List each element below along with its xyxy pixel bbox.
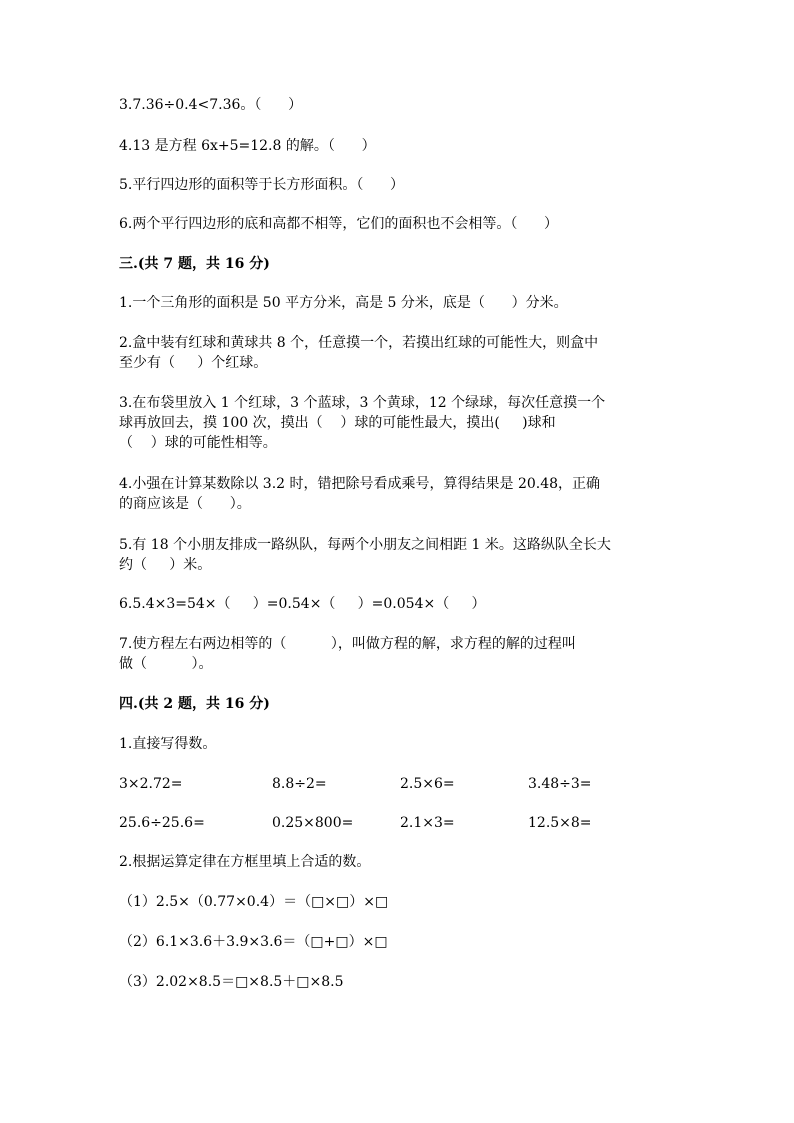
judge-item-5: 5.平行四边形的面积等于长方形面积。（ ）	[119, 177, 405, 193]
fill-item-3-line-2: 球再放回去，摸 100 次，摸出（ ）球的可能性最大，摸出( )球和	[119, 415, 556, 431]
fill-item-2-line-1: 2.盒中装有红球和黄球共 8 个，任意摸一个，若摸出红球的可能性大，则盒中	[119, 335, 599, 351]
judge-item-4: 4.13 是方程 6x+5=12.8 的解。（ ）	[119, 138, 376, 154]
fill-item-5-line-1: 5.有 18 个小朋友排成一路纵队，每两个小朋友之间相距 1 米。这路纵队全长大	[119, 537, 611, 553]
law-item-1: （1）2.5×（0.77×0.4）＝（□×□）×□	[119, 894, 389, 910]
fill-item-6-line-1: 6.5.4×3=54×（ ）=0.54×（ ）=0.054×（ ）	[119, 596, 486, 612]
calc-expression: 25.6÷25.6=	[119, 815, 205, 831]
calc-expression: 0.25×800=	[272, 815, 354, 831]
calc-row	[119, 813, 679, 833]
fill-item-1-line-1: 1.一个三角形的面积是 50 平方分米，高是 5 分米，底是（ ）分米。	[119, 295, 568, 311]
calc-expression: 8.8÷2=	[272, 776, 327, 792]
calc-expression: 12.5×8=	[528, 815, 592, 831]
section-3-heading: 三.(共 7 题，共 16 分)	[119, 256, 270, 272]
law-item-3: （3）2.02×8.5＝□×8.5＋□×8.5	[119, 974, 344, 990]
calc-expression: 2.1×3=	[400, 815, 455, 831]
calc-row	[119, 774, 679, 794]
calc-expression: 3.48÷3=	[528, 776, 592, 792]
fill-item-7-line-1: 7.使方程左右两边相等的（ ），叫做方程的解，求方程的解的过程叫	[119, 636, 576, 652]
fill-item-3-line-3: （ ）球的可能性相等。	[119, 435, 277, 451]
fill-item-5-line-2: 约（ ）米。	[119, 557, 212, 573]
calc-expression: 2.5×6=	[400, 776, 455, 792]
fill-item-7-line-2: 做（ ）。	[119, 656, 213, 672]
fill-item-2-line-2: 至少有（ ）个红球。	[119, 355, 268, 371]
law-question-title: 2.根据运算定律在方框里填上合适的数。	[119, 854, 371, 870]
fill-item-4-line-1: 4.小强在计算某数除以 3.2 时，错把除号看成乘号，算得结果是 20.48，正确	[119, 476, 601, 492]
law-item-2: （2）6.1×3.6＋3.9×3.6＝（□+□）×□	[119, 934, 388, 950]
fill-item-3-line-1: 3.在布袋里放入 1 个红球，3 个蓝球，3 个黄球，12 个绿球，每次任意摸一个	[119, 395, 606, 411]
judge-item-6: 6.两个平行四边形的底和高都不相等，它们的面积也不会相等。（ ）	[119, 216, 559, 232]
judge-item-3: 3.7.36÷0.4<7.36。（ ）	[119, 97, 303, 113]
calc-question-title: 1.直接写得数。	[119, 736, 217, 752]
fill-item-4-line-2: 的商应该是（ ）。	[119, 496, 251, 512]
calc-expression: 3×2.72=	[119, 776, 183, 792]
section-4-heading: 四.(共 2 题，共 16 分)	[119, 696, 270, 712]
